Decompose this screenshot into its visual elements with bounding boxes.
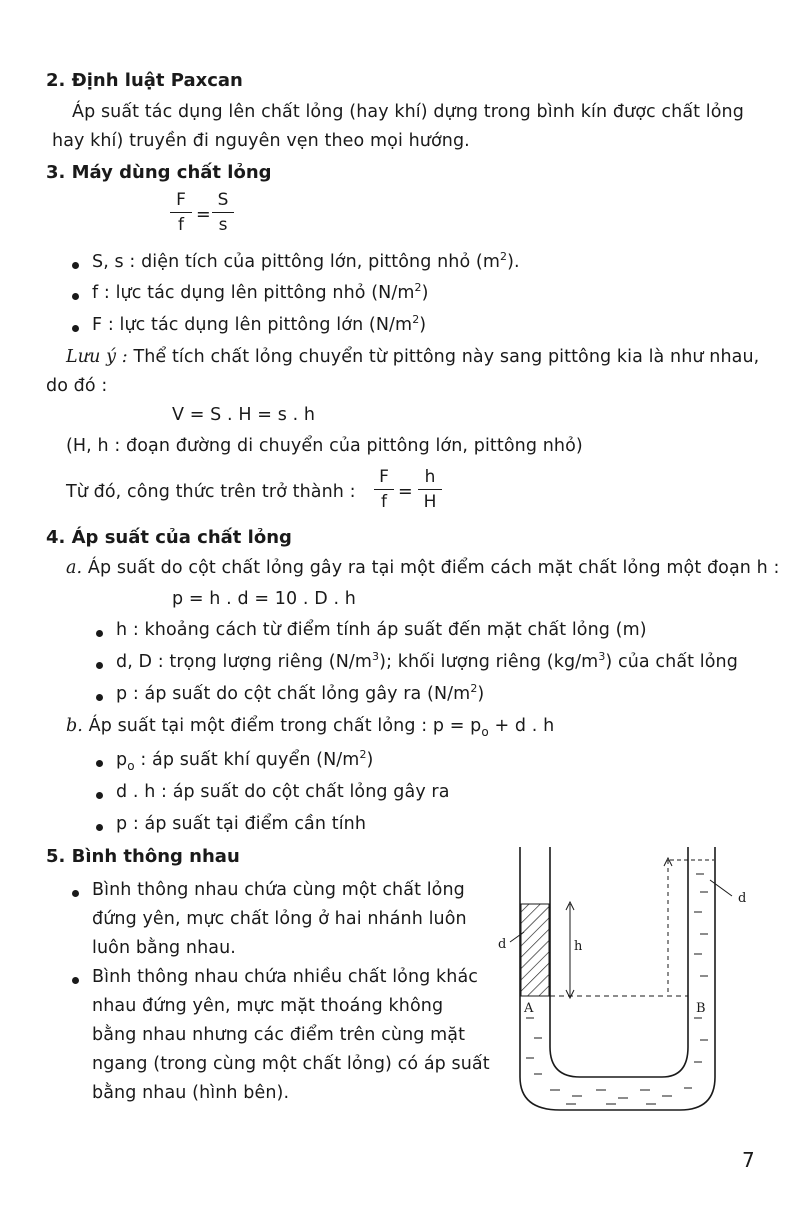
- fraction-denominator: f: [178, 215, 184, 235]
- note-line-2: do đó :: [46, 376, 108, 396]
- bullet-dot: [72, 325, 79, 332]
- right-d-pointer: [710, 880, 732, 896]
- bullet-small-force: f : lực tác dụng lên pittông nhỏ $(N/m^2)$: [92, 281, 429, 303]
- therefore-text: Từ đó, công thức trên trở thành :: [66, 482, 356, 502]
- label-B: B: [696, 1001, 706, 1016]
- label-d-right: d: [738, 891, 747, 906]
- page-number: 7: [742, 1148, 755, 1172]
- section-3-title: 3. Máy dùng chất lỏng: [46, 162, 272, 183]
- para-2-line-5: bằng nhau (hình bên).: [92, 1083, 290, 1103]
- bullet-dot: [72, 262, 79, 269]
- fraction-bar: [170, 212, 192, 213]
- section-2-line-1: Áp suất tác dụng lên chất lỏng (hay khí) dựng trong bình kín được chất lỏng: [72, 102, 744, 122]
- bullet-column-pressure: p : áp suất do cột chất lỏng gây ra $(N/m^2)$: [116, 682, 485, 704]
- subsection-b-text: b. Áp suất tại một điểm trong chất lỏng : $p = p_o + d$ . h: [66, 716, 555, 739]
- para-2-line-2: nhau đứng yên, mực mặt thoáng không: [92, 996, 444, 1016]
- bullet-atmospheric: $p_o$ : áp suất khí quyển $(N/m^2)$: [116, 748, 374, 773]
- formula-F-over-f-2: [374, 467, 394, 512]
- formula-h-over-H: [418, 467, 442, 512]
- bullet-dh: d . h : áp suất do cột chất lỏng gây ra: [116, 782, 450, 802]
- left-arm-liquid-marks: [526, 1018, 542, 1074]
- para-2-line-1: Bình thông nhau chứa nhiều chất lỏng khác: [92, 967, 479, 987]
- bullet-dot: [96, 694, 103, 701]
- bullet-density: d, D : trọng lượng riêng $(N/m^3)$; khối lượng riêng $(kg/m^3)$ của chất lỏng: [116, 650, 738, 672]
- hatched-liquid-column: [521, 904, 549, 996]
- fraction-numerator: F: [176, 190, 186, 210]
- para-2-line-4: ngang (trong cùng một chất lỏng) có áp suất: [92, 1054, 490, 1074]
- bullet-point-pressure: p : áp suất tại điểm cần tính: [116, 814, 367, 834]
- pressure-equation: p = h . d = 10 . D . h: [172, 589, 356, 609]
- parenthetical-note: (H, h : đoạn đường di chuyển của pittông lớn, pittông nhỏ): [66, 436, 583, 456]
- bullet-dot: [96, 792, 103, 799]
- equals-sign: =: [398, 482, 413, 502]
- label-A: A: [524, 1001, 534, 1016]
- fraction-numerator: F: [379, 467, 389, 487]
- bullet-dot: [72, 293, 79, 300]
- fraction-bar: [212, 212, 234, 213]
- para-1-line-3: luôn bằng nhau.: [92, 938, 236, 958]
- bullet-dot: [96, 630, 103, 637]
- section-2-title: 2. Định luật Paxcan: [46, 70, 243, 91]
- fraction-bar: [374, 489, 394, 490]
- tube-inner-wall: [550, 847, 688, 1077]
- fraction-bar: [418, 489, 442, 490]
- subsection-a-text: a. Áp suất do cột chất lỏng gây ra tại một điểm cách mặt chất lỏng một đoạn h :: [66, 558, 780, 578]
- formula-S-over-s: [212, 190, 234, 235]
- communicating-vessels-diagram: [500, 842, 770, 1122]
- note-line: Lưu ý : Thể tích chất lỏng chuyển từ pittông này sang pittông kia là như nhau,: [66, 347, 760, 367]
- para-1-line-2: đứng yên, mực chất lỏng ở hai nhánh luôn: [92, 909, 467, 929]
- fraction-denominator: H: [423, 492, 437, 512]
- bullet-area-text: S, s : diện tích của pittông lớn, pittông nhỏ $(m^2)$.: [92, 250, 520, 272]
- para-2-line-3: bằng nhau nhưng các điểm trên cùng mặt: [92, 1025, 466, 1045]
- fraction-numerator: h: [424, 467, 436, 487]
- volume-equation: V = S . H = s . h: [172, 405, 316, 425]
- bullet-depth: h : khoảng cách từ điểm tính áp suất đến mặt chất lỏng (m): [116, 620, 647, 640]
- fraction-denominator: f: [381, 492, 387, 512]
- bullet-dot: [72, 977, 79, 984]
- bottom-liquid-marks: [550, 1088, 692, 1104]
- label-d-left: d: [498, 937, 507, 952]
- formula-F-over-f: [170, 190, 192, 235]
- bullet-dot: [72, 890, 79, 897]
- bullet-large-force: F : lực tác dụng lên pittông lớn $(N/m^2)$: [92, 313, 427, 335]
- right-arm-liquid-marks: [694, 874, 708, 1062]
- equals-sign: =: [196, 205, 211, 225]
- fraction-denominator: s: [218, 215, 228, 235]
- label-h: h: [574, 939, 583, 954]
- section-2-line-2: hay khí) truyền đi nguyên vẹn theo mọi hướng.: [52, 131, 470, 151]
- fraction-numerator: S: [217, 190, 229, 210]
- bullet-dot: [96, 662, 103, 669]
- bullet-dot: [96, 760, 103, 767]
- section-4-title: 4. Áp suất của chất lỏng: [46, 527, 292, 548]
- section-5-title: 5. Bình thông nhau: [46, 846, 240, 867]
- bullet-dot: [96, 824, 103, 831]
- para-1-line-1: Bình thông nhau chứa cùng một chất lỏng: [92, 880, 465, 900]
